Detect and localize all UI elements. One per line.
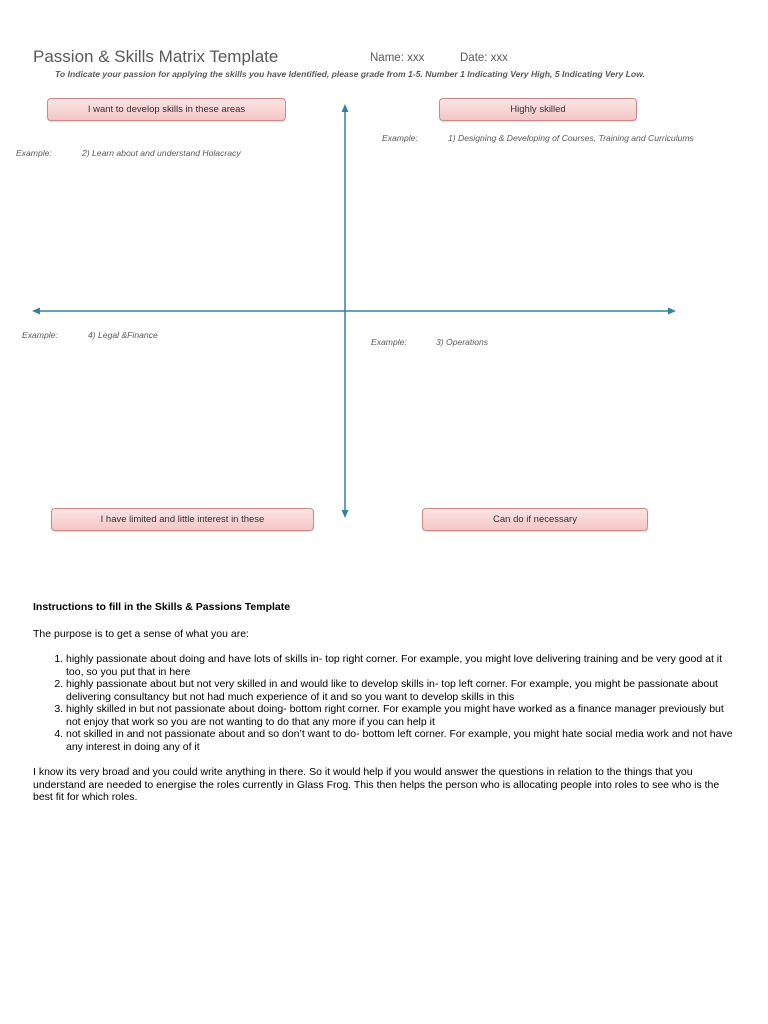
list-item: 2. highly passionate about but not very skilled in and would like to develop skills in- top left corner. For example, you might be passionate about delivering consultancy but not had much experience of it and so you want to develop skills in this (66, 678, 738, 703)
date-field: Date: xxx (460, 52, 508, 64)
name-field: Name: xxx (370, 52, 425, 64)
example-text-bottom-right: 3) Operations (436, 337, 489, 347)
example-label-top-left: Example: (16, 148, 52, 158)
quadrant-label-top-right: Highly skilled (439, 98, 637, 121)
instructions-heading: Instructions to fill in the Skills & Passions Template (33, 601, 291, 613)
example-text-bottom-left: 4) Legal &Finance (88, 330, 158, 340)
instructions-list (33, 653, 738, 753)
example-text-top-right: 1) Designing & Developing of Courses, Training and Curriculums (448, 133, 694, 143)
instructions-section (33, 601, 738, 817)
page-title: Passion & Skills Matrix Template (33, 47, 279, 66)
axis-arrow-left (32, 308, 40, 315)
subtitle: To Indicate your passion for applying the skills you have Identified, please grade from 1-5. Number 1 Indicating Very High, 5 Indicating Very Low. (55, 69, 645, 79)
quadrant-label-top-left: I want to develop skills in these areas (47, 98, 286, 121)
axis-arrow-down (342, 510, 349, 518)
example-text-top-left: 2) Learn about and understand Holacracy (82, 148, 241, 158)
instructions-purpose: The purpose is to get a sense of what you are: (33, 627, 249, 640)
list-item: 3. highly skilled in but not passionate about doing- bottom right corner. For example you might have worked as a finance manager previously but not enjoy that work so you are not wanting to do that any more if you can help it (66, 703, 738, 728)
instructions-closing: I know its very broad and you could write anything in there. So it would help if you would answer the questions in relation to the things that you understand are needed to energise the roles currently in Glass Frog. This then helps the person who is allocating people into roles to see who is the best fit for which roles. (33, 766, 720, 803)
list-item: 4. not skilled in and not passionate about and so don’t want to do- bottom left corner. For example, you might hate social media work and not have any interest in doing any of it (66, 728, 738, 753)
example-label-bottom-right: Example: (371, 337, 407, 347)
quadrant-label-bottom-right: Can do if necessary (422, 508, 648, 531)
example-label-top-right: Example: (382, 133, 418, 143)
axis-arrow-up (342, 104, 349, 112)
example-label-bottom-left: Example: (22, 330, 58, 340)
list-item: 1. highly passionate about doing and have lots of skills in- top right corner. For example, you might love delivering training and be very good at it too, so you put that in here (66, 653, 738, 678)
axis-arrow-right (668, 308, 676, 315)
quadrant-label-bottom-left: I have limited and little interest in these (51, 508, 314, 531)
